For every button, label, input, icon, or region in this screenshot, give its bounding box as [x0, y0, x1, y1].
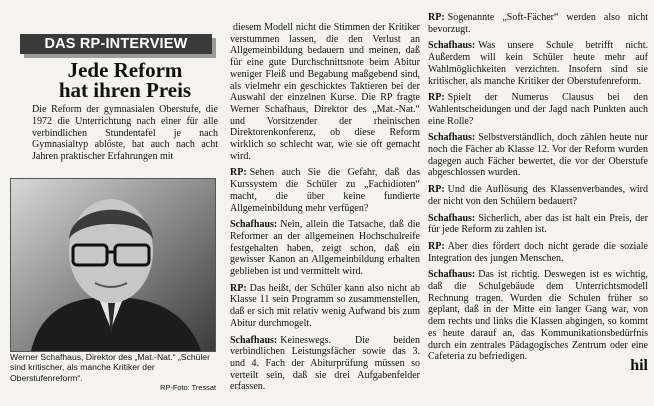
speaker-label: RP: — [230, 282, 247, 294]
speaker-label: Schafhaus: — [230, 219, 278, 231]
portrait-illustration — [11, 179, 215, 351]
speaker-label: Schafhaus: — [428, 40, 476, 52]
speaker-label: RP: — [230, 167, 247, 179]
author-signature: hil — [630, 356, 648, 374]
headline-line-1: Jede Reform — [67, 58, 183, 82]
paragraph: RP: Aber dies fördert doch nicht gerade die soziale Integration des jungen Menschen. — [428, 240, 648, 264]
speaker-label: Schafhaus: — [428, 269, 476, 281]
article-column-3 — [428, 12, 648, 375]
paragraph: Schafhaus: Nein, allein die Tatsache, daß die Reformer an der allgemeinen Hochschulreife festgehalten haben, zeigt schon, daß ein gewisser Kanon an Allgemeinbildung erhalten geblieben ist und vermittelt wird. — [230, 219, 420, 278]
speaker-label: Schafhaus: — [428, 212, 476, 224]
paragraph: Schafhaus: Was unsere Schule betrifft nicht. Außerdem will kein Schüler heute mehr auf Wahlmöglichkeiten verzichten. Insofern sind sie kritischer, als manche Kritiker der Oberstufenreform. — [428, 40, 648, 87]
paragraph: RP: Und die Auflösung des Klassenverbandes, wird der nicht von den Schülern bedauert? — [428, 184, 648, 207]
paragraph: Schafhaus: Selbstverständlich, doch zählen heute nur noch die Fächer ab Klasse 12. Vor der Reform wurden dagegen auch Fächer bewertet, die vor der Oberstufe abgeschlossen wurden. — [428, 132, 648, 179]
article-column-2 — [230, 22, 420, 398]
article-intro: Die Reform der gymnasialen Oberstufe, die 1972 die Unterrichtung nach einer für alle verbindlichen Stundentafel je nach Gymnasialtyp ablöste, hat auch nach acht Jahren praktischer Erfahrungen mit — [32, 104, 218, 163]
speaker-label: RP: — [428, 184, 445, 196]
photo-credit: RP-Foto: Tressat — [160, 383, 216, 393]
paragraph: Schafhaus: Sicherlich, aber das ist halt ein Preis, der für jede Reform zu zahlen ist. — [428, 212, 648, 236]
paragraph: RP: Sehen auch Sie die Gefahr, daß das Kurssystem die Schüler zu „Fachidioten“ macht, die über keine fundierte Allgemeinbildung mehr verfügen? — [230, 167, 420, 214]
paragraph: RP: Sogenannte „Soft-Fächer“ werden also nicht bevorzugt. — [428, 12, 648, 35]
paragraph: RP: Das heißt, der Schüler kann also nicht ab Klasse 11 sein Programm so zusammenstellen, daß er sich mit relativ wenig Aufwand bis zum Abitur durchmogelt. — [230, 282, 420, 329]
caption-text: Werner Schafhaus, Direktor des „Mat.-Nat.“ „Schüler sind kritischer, als manche Kritiker der Oberstufenreform“. — [10, 352, 210, 383]
speaker-label: RP: — [428, 240, 445, 252]
speaker-label: RP: — [428, 12, 445, 23]
speaker-label: Schafhaus: — [428, 132, 476, 144]
portrait-photo — [10, 178, 216, 352]
paragraph: Schafhaus: Das ist richtig. Deswegen ist es wichtig, daß die Schulgebäude dem Unterrichtsmodell Rechnung tragen. Wurden die Schulen früher so geplant, daß in der Mitte ein langer Gang war, von dem rechts und links die Klassen abgingen, so kommt es heute darauf an, das Kommunikationsbedürfnis durch ein zentrales Pädagogisches Zentrum oder eine Cafeteria zu befriedigen. — [428, 269, 648, 363]
paragraph: Schafhaus: Keineswegs. Die beiden verbindlichen Leistungsfächer sowie das 3. und 4. Fach der Abiturprüfung müssen so verteilt sein, daß sie drei Aufgabenfelder erfassen. — [230, 334, 420, 393]
speaker-label: Schafhaus: — [230, 334, 278, 346]
paragraph: RP: Spielt der Numerus Clausus bei den Wahlentscheidungen und der Jagd nach Punkten auch eine Rolle? — [428, 92, 648, 127]
headline-line-2: hat ihren Preis — [58, 78, 192, 102]
section-banner: DAS RP-INTERVIEW — [20, 34, 212, 54]
paragraph: diesem Modell nicht die Stimmen der Kritiker verstummen lassen, die den Verlust an Allgemeinbildung bedauern und meinen, daß für eine gute Durchschnittsnote beim Abitur weniger Fleiß und Begabung maßgebend sind, als vielmehr ein geschicktes Taktieren bei der Auswahl der einzelnen Kurse. Die RP fragte Werner Schafhaus, Direktor des „Mat.-Nat.“ und Vorsitzender der rheinischen Direktorenkonferenz, ob diese Reform wirklich so schlecht war, wie sie oft gemacht wird. — [230, 22, 420, 162]
article-headline — [40, 60, 210, 100]
photo-caption — [10, 352, 216, 394]
speaker-label: RP: — [428, 92, 445, 104]
